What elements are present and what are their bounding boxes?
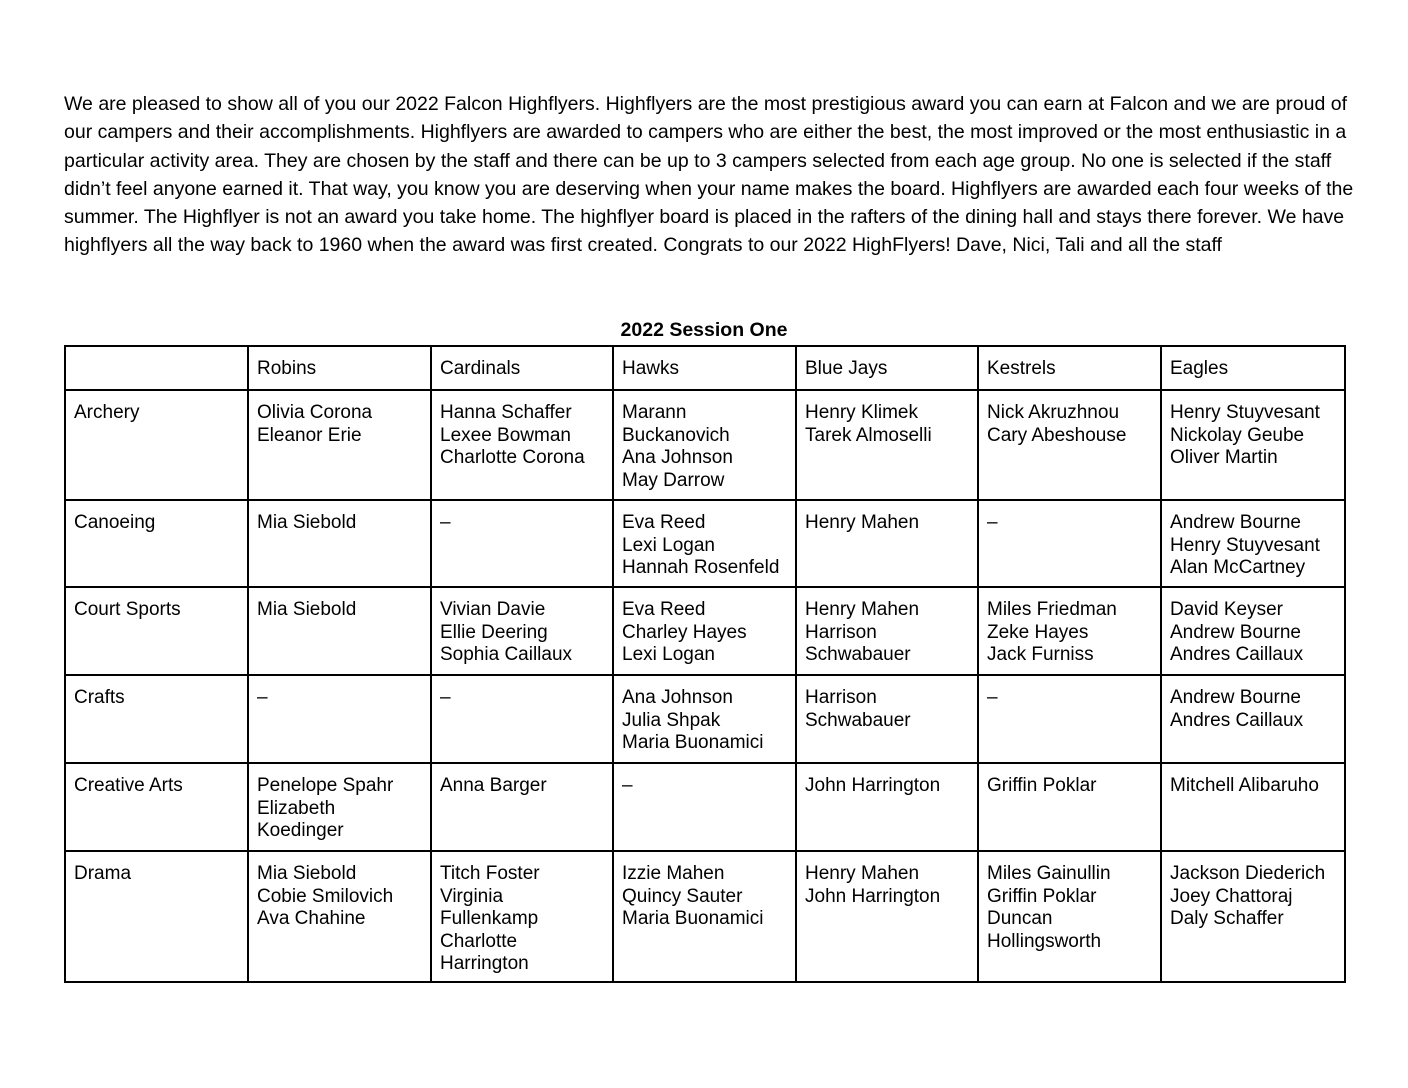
winners-cell	[613, 763, 796, 851]
winner-name: Ana Johnson	[622, 687, 733, 708]
winner-name: Anna Barger	[440, 775, 547, 796]
winner-name: Vivian Davie	[440, 599, 546, 620]
winners-cell	[978, 675, 1161, 763]
activity-cell: Creative Arts	[65, 763, 248, 851]
winner-name: Lexi Logan	[622, 534, 715, 556]
table-row	[65, 500, 1345, 587]
winner-name: Alan McCartney	[1170, 557, 1306, 578]
winner-name: Henry Klimek	[805, 402, 918, 423]
winners-cell	[613, 587, 796, 675]
table-row	[65, 587, 1345, 675]
winners-cell	[1161, 500, 1345, 587]
winner-name: Hollingsworth	[987, 930, 1102, 952]
winners-cell	[248, 851, 431, 982]
winners-cell	[248, 390, 431, 500]
table-row	[65, 763, 1345, 851]
winner-name: John Harrington	[805, 775, 941, 796]
winner-name: Fullenkamp	[440, 908, 539, 929]
winner-name: Sophia Caillaux	[440, 644, 573, 665]
winner-name: Lexi Logan	[622, 644, 715, 665]
winner-name: Henry Mahen	[805, 863, 920, 884]
winner-name: Quincy Sauter	[622, 885, 743, 907]
winner-name: Henry Mahen	[805, 512, 920, 533]
winner-name: Izzie Mahen	[622, 863, 725, 884]
winner-name: Andrew Bourne	[1170, 687, 1301, 708]
winners-cell	[796, 500, 978, 587]
winner-name: Ava Chahine	[257, 908, 366, 929]
winner-name: Oliver Martin	[1170, 447, 1278, 468]
winner-name: Andres Caillaux	[1170, 644, 1304, 665]
header-row	[65, 346, 1345, 390]
winner-name: Andres Caillaux	[1170, 709, 1304, 731]
activity-cell: Drama	[65, 851, 248, 982]
winners-cell	[613, 851, 796, 982]
winner-name: May Darrow	[622, 469, 725, 491]
winners-cell	[1161, 390, 1345, 500]
winner-name: John Harrington	[805, 885, 941, 907]
winner-name: Tarek Almoselli	[805, 424, 932, 446]
winner-name: Jack Furniss	[987, 644, 1094, 665]
winner-name: Duncan	[987, 908, 1053, 929]
winner-name: Elizabeth	[257, 797, 336, 819]
winners-cell	[1161, 675, 1345, 763]
winner-name: Zeke Hayes	[987, 621, 1089, 643]
winners-cell	[613, 675, 796, 763]
activity-cell: Court Sports	[65, 587, 248, 675]
activity-cell: Canoeing	[65, 500, 248, 587]
winner-name: Buckanovich	[622, 424, 730, 446]
winner-name: –	[622, 775, 633, 796]
winner-name: Virginia	[440, 885, 504, 907]
table-body	[65, 390, 1345, 982]
winner-name: Mia Siebold	[257, 512, 357, 533]
winners-cell	[613, 390, 796, 500]
header-eagles: Eagles	[1161, 346, 1345, 390]
winner-name: Hanna Schaffer	[440, 402, 572, 423]
winners-cell	[431, 390, 613, 500]
winner-name: Joey Chattoraj	[1170, 885, 1293, 907]
winner-name: Schwabauer	[805, 644, 911, 665]
session-title: 2022 Session One	[620, 319, 788, 341]
winner-name: Charlotte	[440, 930, 518, 952]
winners-cell	[248, 500, 431, 587]
winner-name: Maria Buonamici	[622, 908, 764, 929]
winner-name: Harrison	[805, 621, 877, 643]
winners-cell	[1161, 587, 1345, 675]
winners-cell	[613, 500, 796, 587]
winners-cell	[1161, 851, 1345, 982]
winners-cell	[796, 390, 978, 500]
highflyer-table	[64, 345, 1346, 983]
winners-cell	[248, 763, 431, 851]
winner-name: Titch Foster	[440, 863, 540, 884]
winner-name: Griffin Poklar	[987, 885, 1097, 907]
winner-name: Mia Siebold	[257, 863, 357, 884]
table-row	[65, 675, 1345, 763]
winners-cell	[796, 675, 978, 763]
header-activity	[65, 346, 248, 390]
winner-name: Ana Johnson	[622, 447, 733, 468]
winner-name: Marann	[622, 402, 687, 423]
winner-name: –	[440, 512, 451, 533]
winners-cell	[431, 851, 613, 982]
winner-name: Daly Schaffer	[1170, 908, 1284, 929]
winner-name: David Keyser	[1170, 599, 1283, 620]
table-row	[65, 851, 1345, 982]
winner-name: Henry Stuyvesant	[1170, 534, 1320, 556]
winner-name: Julia Shpak	[622, 709, 721, 731]
winner-name: Henry Stuyvesant	[1170, 402, 1320, 423]
winner-name: –	[440, 687, 451, 708]
winner-name: Nick Akruzhnou	[987, 402, 1120, 423]
winner-name: Andrew Bourne	[1170, 512, 1301, 533]
winners-cell	[978, 763, 1161, 851]
winner-name: Miles Gainullin	[987, 863, 1111, 884]
winner-name: Harrison	[805, 687, 877, 708]
winner-name: Ellie Deering	[440, 621, 548, 643]
winners-cell	[1161, 763, 1345, 851]
winner-name: Miles Friedman	[987, 599, 1117, 620]
activity-cell: Crafts	[65, 675, 248, 763]
winner-name: Mitchell Alibaruho	[1170, 775, 1319, 796]
winners-cell	[796, 851, 978, 982]
activity-cell: Archery	[65, 390, 248, 500]
winners-cell	[431, 587, 613, 675]
winners-cell	[431, 763, 613, 851]
winner-name: Griffin Poklar	[987, 775, 1097, 796]
header-kestrels: Kestrels	[978, 346, 1161, 390]
winner-name: Lexee Bowman	[440, 424, 571, 446]
winner-name: –	[987, 687, 998, 708]
winner-name: Eleanor Erie	[257, 424, 362, 446]
winners-cell	[248, 587, 431, 675]
winner-name: Charley Hayes	[622, 621, 747, 643]
winner-name: Maria Buonamici	[622, 732, 764, 753]
winner-name: Andrew Bourne	[1170, 621, 1301, 643]
winner-name: Eva Reed	[622, 599, 706, 620]
winners-cell	[431, 500, 613, 587]
header-robins: Robins	[248, 346, 431, 390]
winners-cell	[796, 763, 978, 851]
winner-name: Olivia Corona	[257, 402, 373, 423]
table-row	[65, 390, 1345, 500]
winners-cell	[431, 675, 613, 763]
winners-cell	[978, 500, 1161, 587]
winner-name: Jackson Diederich	[1170, 863, 1326, 884]
winner-name: Harrington	[440, 953, 529, 974]
winner-name: Charlotte Corona	[440, 447, 585, 468]
winner-name: Penelope Spahr	[257, 775, 394, 796]
header-hawks: Hawks	[613, 346, 796, 390]
winner-name: Koedinger	[257, 820, 344, 841]
winners-cell	[978, 587, 1161, 675]
winners-cell	[978, 851, 1161, 982]
intro-paragraph: We are pleased to show all of you our 2022 Falcon Highflyers. Highflyers are the most prestigious award you can earn at Falcon and we are proud of our campers and their accomplishments. Highflyers are awarded to campers who are either the best, the most improved or the most enthusiastic in a particular activity area. They are chosen by the staff and there can be up to 3 campers selected from each age group. No one is selected if the staff didn’t feel anyone earned it. That way, you know you are deserving when your name makes the board. Highflyers are awarded each four weeks of the summer. The Highflyer is not an award you take home. The highflyer board is placed in the rafters of the dining hall and stays there forever. We have highflyers all the way back to 1960 when the award was first created. Congrats to our 2022 HighFlyers! Dave, Nici, Tali and all the staff	[64, 93, 1354, 257]
header-blue-jays: Blue Jays	[796, 346, 978, 390]
header-cardinals: Cardinals	[431, 346, 613, 390]
winner-name: Nickolay Geube	[1170, 424, 1305, 446]
winner-name: Eva Reed	[622, 512, 706, 533]
winner-name: Schwabauer	[805, 709, 911, 731]
winners-cell	[796, 587, 978, 675]
winners-cell	[978, 390, 1161, 500]
winner-name: Mia Siebold	[257, 599, 357, 620]
winner-name: Cary Abeshouse	[987, 424, 1127, 446]
winners-cell	[248, 675, 431, 763]
winner-name: Henry Mahen	[805, 599, 920, 620]
winner-name: Hannah Rosenfeld	[622, 557, 780, 578]
winner-name: –	[257, 687, 268, 708]
winner-name: Cobie Smilovich	[257, 885, 394, 907]
winner-name: –	[987, 512, 998, 533]
